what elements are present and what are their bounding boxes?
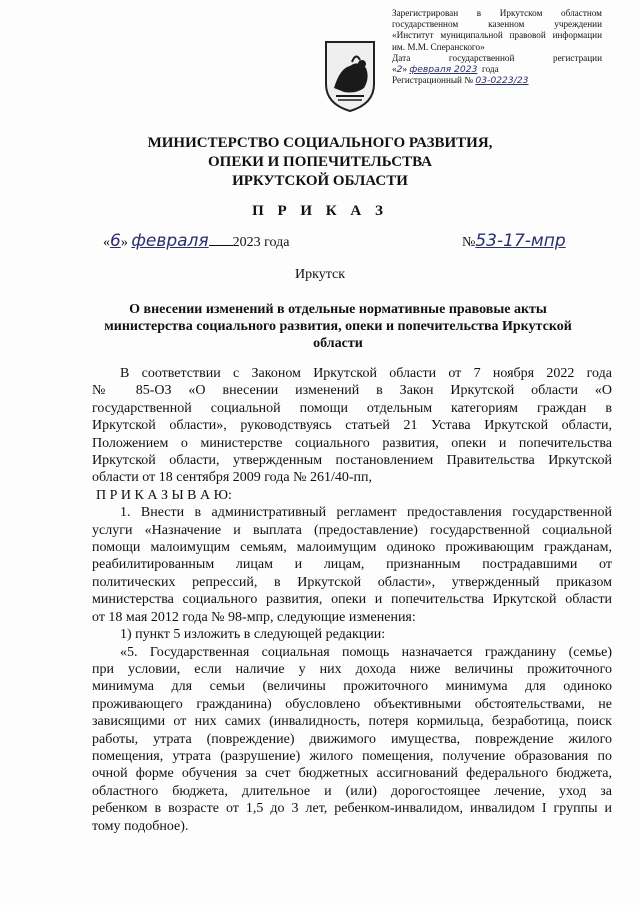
body-line: 1) пункт 5 изложить в следующей редакции: [120,627,386,643]
order-word: П Р И К А З Ы В А Ю: [96,487,232,503]
order-number [462,231,566,251]
title-line: О внесении изменений в отдельные нормативные правовые акты [129,302,547,317]
body-line: 1. Внести в административный регламент предоставления государственной [120,505,612,521]
body-line: реабилитированным лицам и лицам, признанным пострадавшими от [92,557,612,573]
body-line: областного бюджета, длительное и (или) дорогостоящее лечение, уход за [92,783,612,799]
body-line: Иркутской области, утвержденным постановлением Правительства Иркутской [92,453,612,469]
stamp-date-month: февраля 2023 [409,64,478,76]
body-line: министерства социального развития, опеки и попечительства Иркутской области [92,592,612,608]
city: Иркутск [294,267,346,282]
body-line: государственной социальной помощи отдельным категориям граждан в [92,400,612,416]
body-line: помощи малоимущим семьям, малоимущим одиноко проживающим гражданам, [92,540,612,556]
document-type: П Р И К А З [252,203,388,219]
stamp-reg-label: Регистрационный № [392,75,474,86]
stamp-date-day: 2 [396,64,403,76]
coat-of-arms-icon [322,38,378,114]
stamp-line: государственном казенном учреждении [392,19,602,30]
ministry-header [0,134,640,191]
body-line: помещения, утрата (разрушение) жилого помещения, получение образования по [92,748,612,764]
body-line: работы, утрата (повреждение) движимого имущества, повреждение жилого [92,731,612,747]
body-line: Положением о министерстве социального развития, опеки и попечительства [92,435,612,451]
stamp-reg-number: 03-0223/23 [475,75,529,87]
ministry-line: МИНИСТЕРСТВО СОЦИАЛЬНОГО РАЗВИТИЯ, [147,135,493,151]
body-line: тому подобное). [92,818,189,834]
order-date-year: 2023 года [232,235,290,250]
body-line: области от 18 сентября 2009 года № 261/40-пп, [92,470,372,486]
body-line: проживающего гражданина) обусловлено объективными обстоятельствами, не [92,696,612,712]
document-title [88,301,588,352]
body-line: № 85-ОЗ «О внесении изменений в Закон Иркутской области «О [92,383,612,399]
body-line: при условии, если наличие у них дохода ниже величины прожиточного [92,661,612,677]
body-line: «5. Государственная социальная помощь назначается гражданину (семье) [120,644,612,660]
order-date: «6» февраля 2023 года [103,231,290,251]
stamp-reg-line [392,75,602,86]
body-line: очной форме обучения за счет бюджетных ассигнований федерального бюджета, [92,766,612,782]
body-line: Иркутской области», руководствуясь статьей 21 Устава Иркутской области, [92,418,612,434]
registration-stamp [392,8,602,86]
order-number-value: 53-17-мпр [475,231,566,251]
stamp-line: Зарегистрирован в Иркутском областном [392,8,602,18]
stamp-line: «Институт муниципальной правовой информации [392,30,602,41]
date-underline [209,245,233,246]
order-date-month: февраля [131,231,209,251]
order-number-prefix: № [462,235,476,250]
body-line: минимума для семьи (величины прожиточного минимума для одиноко [92,679,612,695]
stamp-line: им. М.М. Сперанского» [392,41,485,52]
body-line: услуги «Назначение и выплата (предоставление) государственной социальной [92,522,612,538]
body-line: В соответствии с Законом Иркутской области от 7 ноября 2022 года [120,366,612,381]
stamp-year-suffix: года [482,64,499,75]
body-line: ребенком в возрасте от 1,5 до 3 лет, ребенком-инвалидом, инвалидом I группы и [92,801,612,817]
title-line: области [313,336,363,351]
ministry-line: ОПЕКИ И ПОПЕЧИТЕЛЬСТВА [208,154,432,170]
body-line: от 18 мая 2012 года № 98-мпр, следующие изменения: [92,609,416,625]
stamp-date-line: «2» февраля 2023 года [392,64,499,76]
ministry-line: ИРКУТСКОЙ ОБЛАСТИ [232,173,408,189]
stamp-line: Дата государственной регистрации [392,52,602,63]
body-line: политических репрессий, в Иркутской области», утвержденный приказом [92,574,612,590]
document-body [92,365,612,835]
title-line: министерства социального развития, опеки и попечительства Иркутской [104,319,572,334]
body-line: зависящими от них самих (инвалидность, потеря кормильца, безработица, поиск [92,714,612,730]
order-date-day: 6 [110,231,121,251]
